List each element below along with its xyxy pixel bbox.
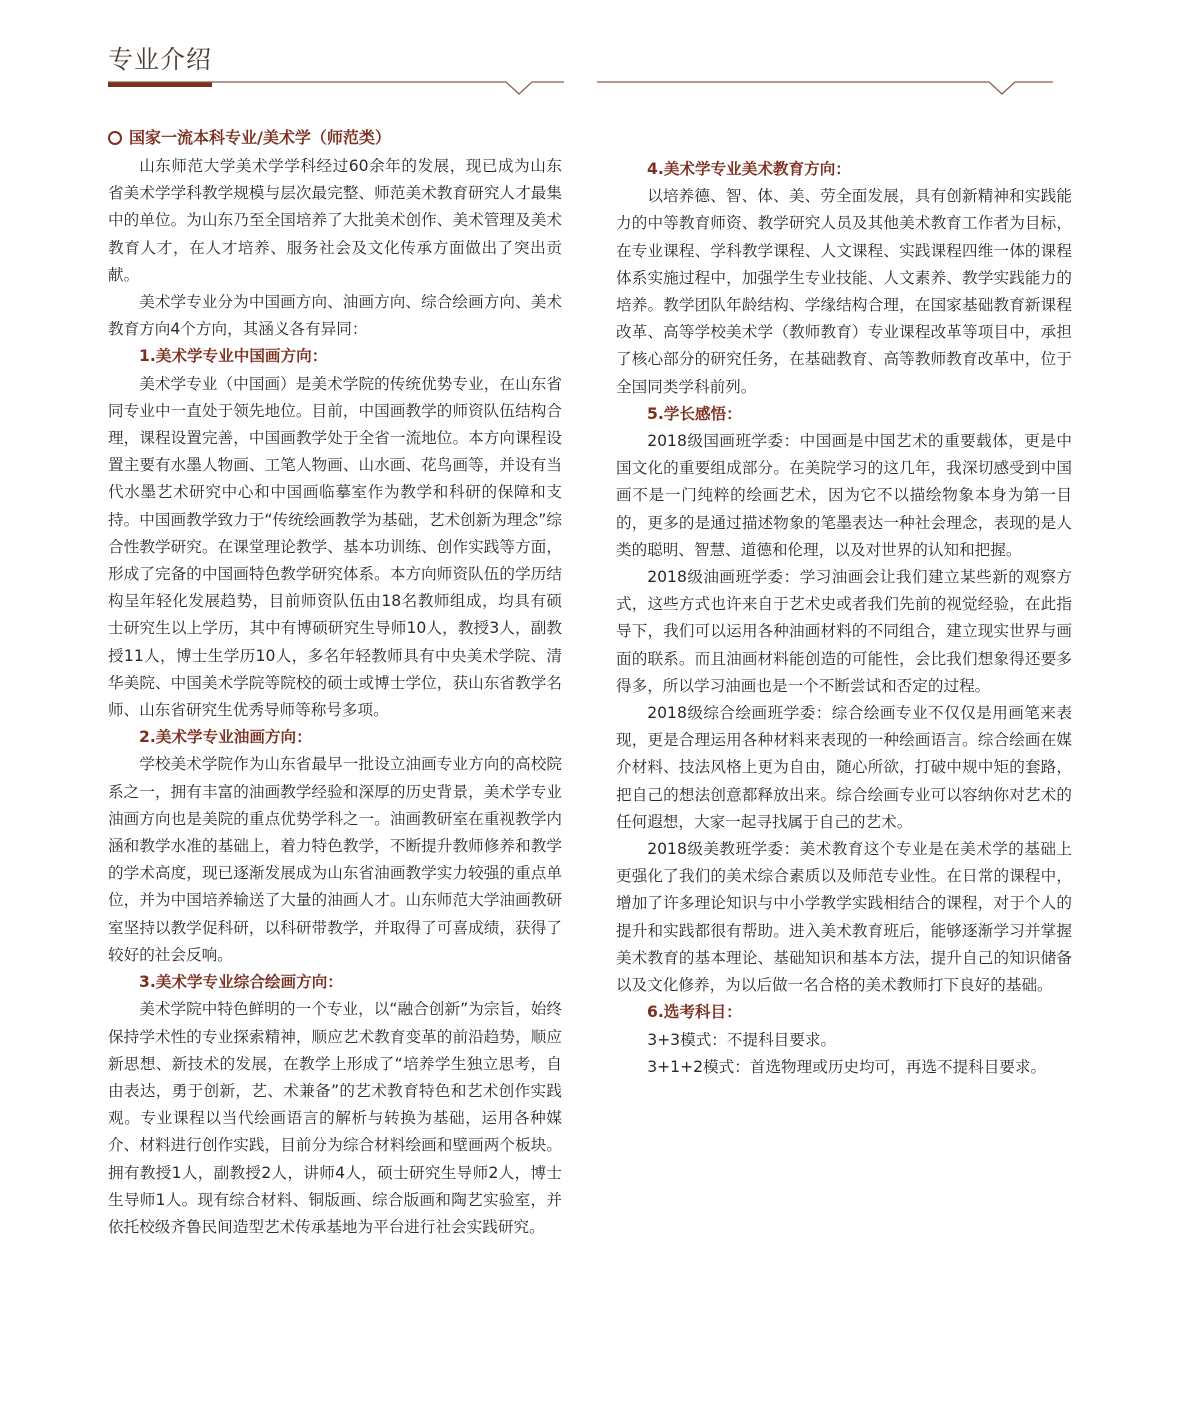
right-column (616, 156, 1072, 1081)
right-header-divider (597, 78, 1053, 98)
subsection-title-3: 3.美术学专业综合绘画方向： (139, 973, 343, 992)
testimonial-paragraph: 2018级油画班学委：学习油画会让我们建立某些新的观察方式，这些方式也许来自于艺术史或者我们先前的视觉经验，在此指导下，我们可以运用各种油画材料的不同组合，建立现实世界与画面的联系。而且油画材料能创造的可能性，会比我们想象得还要多得多，所以学习油画也是一个不断尝试和否定的过程。 (616, 568, 1072, 695)
left-column (108, 124, 562, 1241)
subsection-title-4: 4.美术学专业美术教育方向： (647, 160, 851, 178)
testimonial-paragraph: 2018级综合绘画班学委：综合绘画专业不仅仅是用画笔来表现，更是合理运用各种材料来表现的一种绘画语言。综合绘画在媒介材料、技法风格上更为自由，随心所欲，打破中规中矩的套路，把自己的想法创意都释放出来。综合绘画专业可以容纳你对艺术的任何遐想，大家一起寻找属于自己的艺术。 (616, 704, 1072, 831)
subsection-text-2: 学校美术学院作为山东省最早一批设立油画专业方向的高校院系之一，拥有丰富的油画教学经验和深厚的历史背景，美术学专业油画方向也是美院的重点优势学科之一。油画教研室在重视教学内涵和教学水准的基础上，着力特色教学，不断提升教师修养和教学的学术高度，现已逐渐发展成为山东省油画教学实力较强的重点单位，并为中国培养输送了大量的油画人才。山东师范大学油画教研室坚持以教学促科研，以科研带教学，并取得了可喜成绩，获得了较好的社会反响。 (108, 755, 562, 964)
subsection-title-6: 6.选考科目： (647, 1003, 742, 1022)
exam-subject-line: 3+3模式：不提科目要求。 (647, 1030, 837, 1049)
left-header-divider (108, 78, 564, 98)
testimonial-paragraph: 2018级美教班学委：美术教育这个专业是在美术学的基础上更强化了我们的美术综合素质以及师范专业性。在日常的课程中，增加了许多理论知识与中小学教学实践相结合的课程，对于个人的提升和实践都很有帮助。进入美术教育班后，能够逐渐学习并掌握美术教育的基本理论、基础知识和基本方法，提升自己的知识储备以及文化修养，为以后做一名合格的美术教师打下良好的基础。 (616, 840, 1072, 995)
subsection-text-4: 以培养德、智、体、美、劳全面发展，具有创新精神和实践能力的中等教育师资、教学研究人员及其他美术教育工作者为目标，在专业课程、学科教学课程、人文课程、实践课程四维一体的课程体系实施过程中，加强学生专业技能、人文素养、教学实践能力的培养。教学团队年龄结构、学缘结构合理，在国家基础教育新课程改革、高等学校美术学（教师教育）专业课程改革等项目中，承担了核心部分的研究任务，在基础教育、高等教师教育改革中，位于全国同类学科前列。 (616, 187, 1072, 396)
exam-subject-line: 3+1+2模式：首选物理或历史均可，再选不提科目要求。 (647, 1057, 1047, 1076)
circle-bullet-icon (108, 131, 122, 145)
subsection-title-1: 1.美术学专业中国画方向： (139, 347, 328, 366)
section-title: 国家一流本科专业/美术学（师范类） (129, 128, 391, 147)
section-heading (108, 124, 562, 151)
subsection-text-3: 美术学院中特色鲜明的一个专业，以“融合创新”为宗旨，始终保持学术性的专业探索精神，顺应艺术教育变革的前沿趋势，顺应新思想、新技术的发展，在教学上形成了“培养学生独立思考，自由表达，勇于创新，艺、术兼备”的艺术教育特色和艺术创作实践观。专业课程以当代绘画语言的解析与转换为基础，运用各种媒介、材料进行创作实践，目前分为综合材料绘画和壁画两个板块。拥有教授1人，副教授2人，讲师4人，硕士研究生导师2人，博士生导师1人。现有综合材料、铜版画、综合版画和陶艺实验室，并依托校级齐鲁民间造型艺术传承基地为平台进行社会实践研究。 (108, 1000, 562, 1236)
subsection-title-5: 5.学长感悟： (647, 404, 742, 423)
intro-paragraph-1: 山东师范大学美术学学科经过60余年的发展，现已成为山东省美术学学科教学规模与层次最完整、师范美术教育研究人才最集中的单位。为山东乃至全国培养了大批美术创作、美术管理及美术教育人才，在人才培养、服务社会及文化传承方面做出了突出贡献。 (108, 157, 562, 284)
intro-paragraph-2: 美术学专业分为中国画方向、油画方向、综合绘画方向、美术教育方向4个方向，其涵义各有异同： (108, 293, 562, 339)
page-title: 专业介绍 (108, 45, 213, 74)
subsection-title-2: 2.美术学专业油画方向： (139, 728, 312, 747)
testimonial-paragraph: 2018级国画班学委：中国画是中国艺术的重要载体，更是中国文化的重要组成部分。在美院学习的这几年，我深切感受到中国画不是一门纯粹的绘画艺术，因为它不以描绘物象本身为第一目的，更多的是通过描述物象的笔墨表达一种社会理念，表现的是人类的聪明、智慧、道德和伦理，以及对世界的认知和把握。 (616, 432, 1072, 559)
subsection-text-1: 美术学专业（中国画）是美术学院的传统优势专业，在山东省同专业中一直处于领先地位。目前，中国画教学的师资队伍结构合理，课程设置完善，中国画教学处于全省一流地位。本方向课程设置主要有水墨人物画、工笔人物画、山水画、花鸟画等，并设有当代水墨艺术研究中心和中国画临摹室作为教学和科研的保障和支持。中国画教学致力于“传统绘画教学为基础，艺术创新为理念”综合性教学研究。在课堂理论教学、基本功训练、创作实践等方面，形成了完备的中国画特色教学研究体系。本方向师资队伍的学历结构呈年轻化发展趋势，目前师资队伍由18名教师组成，均具有硕士研究生以上学历，其中有博硕研究生导师10人，教授3人，副教授11人，博士生学历10人，多名年轻教师具有中央美术学院、清华美院、中国美术学院等院校的硕士或博士学位，获山东省教学名师、山东省研究生优秀导师等称号多项。 (108, 374, 562, 720)
